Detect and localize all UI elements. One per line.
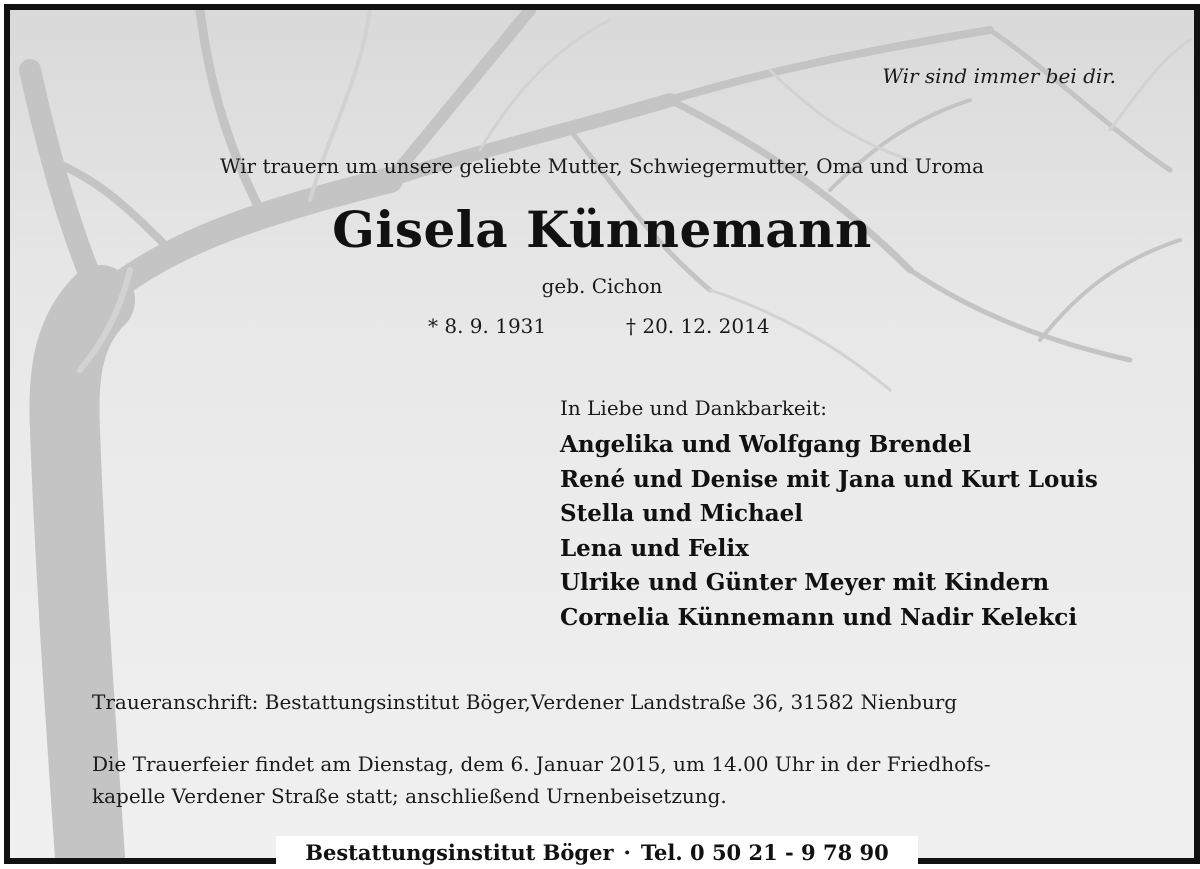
obituary-notice (4, 4, 1200, 864)
birth-date: * 8. 9. 1931 (428, 314, 547, 338)
motto-text: Wir sind immer bei dir. (882, 64, 1116, 88)
mourner-entry: René und Denise mit Jana und Kurt Louis (560, 465, 1098, 493)
mourner-entry: Stella und Michael (560, 500, 803, 527)
death-date: † 20. 12. 2014 (626, 314, 770, 338)
mourner-entry: Angelika und Wolfgang Brendel (560, 431, 972, 458)
footer-bar (276, 836, 918, 869)
mourning-address: Traueranschrift: Bestattungsinstitut Böger,Verdener Landstraße 36, 31582 Nienburg (92, 690, 958, 714)
birth-name: geb. Cichon (541, 274, 663, 298)
deceased-name: Gisela Künnemann (332, 200, 872, 259)
mourner-entry: Cornelia Künnemann und Nadir Kelekci (560, 603, 1078, 631)
service-line: kapelle Verdener Straße statt; anschließend Urnenbeisetzung. (92, 784, 727, 808)
footer-company: Bestattungsinstitut Böger (305, 840, 614, 865)
intro-text: Wir trauern um unsere geliebte Mutter, Schwiegermutter, Oma und Uroma (219, 154, 985, 178)
funeral-service-info (92, 748, 1132, 812)
thanks-line: In Liebe und Dankbarkeit: (560, 396, 827, 420)
mourner-entry: Ulrike und Günter Meyer mit Kindern (560, 569, 1050, 596)
mourner-entry: Lena und Felix (560, 534, 749, 562)
footer-phone: Tel. 0 50 21 - 9 78 90 (640, 840, 889, 865)
service-line: Die Trauerfeier findet am Dienstag, dem 6. Januar 2015, um 14.00 Uhr in der Friedhofs- (92, 752, 991, 776)
mourners-list (560, 428, 1098, 635)
footer-separator: · (623, 840, 631, 865)
